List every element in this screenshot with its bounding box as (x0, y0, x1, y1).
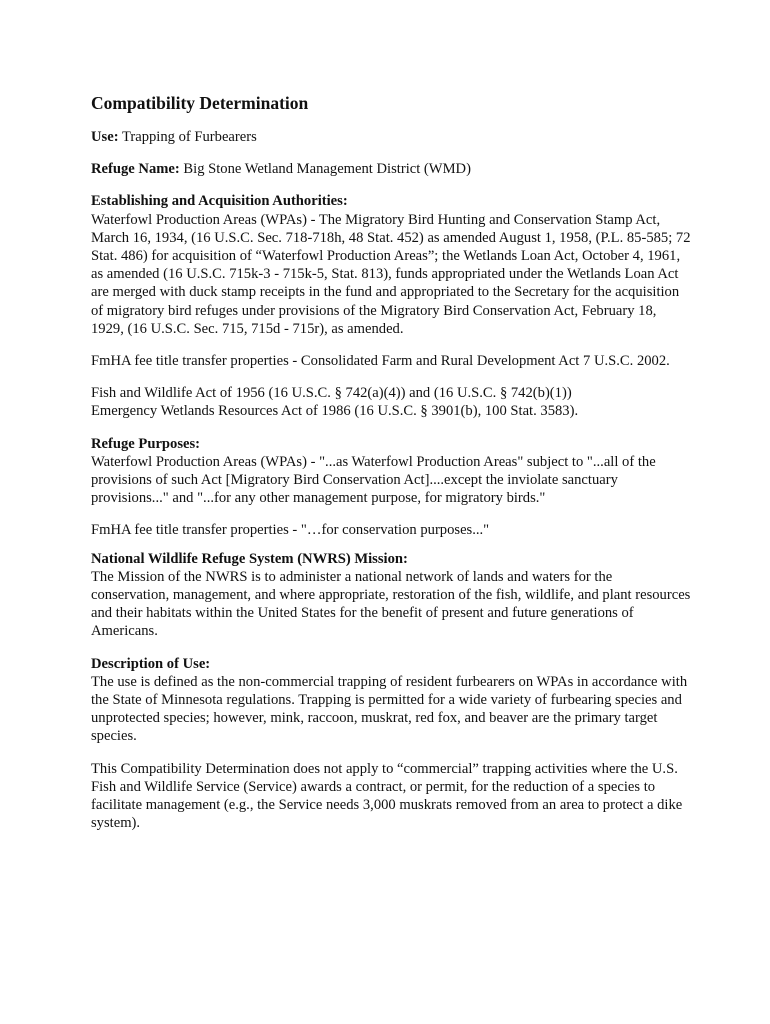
use-value: Trapping of Furbearers (121, 129, 257, 145)
purposes-paragraph-2: FmHA fee title transfer properties - "…for conservation purposes..." (91, 522, 490, 539)
use-label: Use: (91, 129, 119, 145)
authorities-heading: Establishing and Acquisition Authorities: (91, 193, 348, 210)
description-heading: Description of Use: (91, 655, 211, 672)
mission-section (91, 550, 691, 641)
document-page (91, 92, 691, 847)
authorities-paragraph-2: FmHA fee title transfer properties - Consolidated Farm and Rural Development Act 7 U.S.C. 2002. (91, 353, 670, 370)
authorities-paragraph-3-line-1: Fish and Wildlife Act of 1956 (16 U.S.C. § 742(a)(4)) and (16 U.S.C. § 742(b)(1)) (91, 385, 572, 402)
description-paragraph-1: The use is defined as the non-commercial trapping of resident furbearers on WPAs in accordance with the State of Minnesota regulations. Trapping is permitted for a wide variety of furbearing species and unprotected species; however, mink, raccoon, muskrat, red fox, and beaver are the primary target species. (91, 673, 688, 745)
refuge-name-label: Refuge Name: (91, 161, 180, 178)
authorities-paragraph-3-line-2: Emergency Wetlands Resources Act of 1986 (16 U.S.C. § 3901(b), 100 Stat. 3583). (91, 403, 579, 420)
refuge-name-value: Big Stone Wetland Management District (WMD) (183, 161, 471, 178)
mission-heading: National Wildlife Refuge System (NWRS) Mission: (91, 550, 408, 567)
authorities-paragraph-1: Waterfowl Production Areas (WPAs) - The Migratory Bird Hunting and Conservation Stamp Act, March 16, 1934, (16 U.S.C. Sec. 718-718h, 48 Stat. 452) as amended August 1, 1958, (P.L. 85-585; 72 Stat. 486) for acquisition of “Waterfowl Production Areas”; the Wetlands Loan Act, October 4, 1961, as amended (16 U.S.C. 715k-3 - 715k-5, Stat. 813), funds appropriated under the Wetlands Loan Act are merged with duck stamp receipts in the fund and appropriated to the Secretary for the acquisition of migratory bird refuges under provisions of the Migratory Bird Conservation Act, February 18, 1929, (16 U.S.C. Sec. 715, 715d - 715r), as amended. (91, 211, 691, 337)
mission-paragraph: The Mission of the NWRS is to administer a national network of lands and waters for the conservation, management, and where appropriate, restoration of the fish, wildlife, and plant resources and their habitats within the United States for the benefit of present and future generations of Americans. (91, 568, 691, 640)
purposes-heading: Refuge Purposes: (91, 435, 201, 452)
purposes-paragraph-1: Waterfowl Production Areas (WPAs) - "...as Waterfowl Production Areas" subject to "...all of the provisions of such Act [Migratory Bird Conservation Act]....except the inviolate sanctuary provisions..." and "...for any other management purpose, for migratory birds." (91, 453, 656, 507)
authorities-paragraph-3 (91, 384, 691, 420)
description-section (91, 655, 691, 746)
refuge-name-line (91, 160, 691, 178)
description-paragraph-2: This Compatibility Determination does not apply to “commercial” trapping activities where the U.S. Fish and Wildlife Service (Service) awards a contract, or permit, for the reduction of a species to facilitate management (e.g., the Service needs 3,000 muskrats removed from an area to protect a dike system). (91, 760, 683, 832)
purposes-section (91, 435, 691, 508)
page-title: Compatibility Determination (91, 93, 309, 113)
authorities-section (91, 192, 691, 338)
use-line (91, 128, 691, 146)
